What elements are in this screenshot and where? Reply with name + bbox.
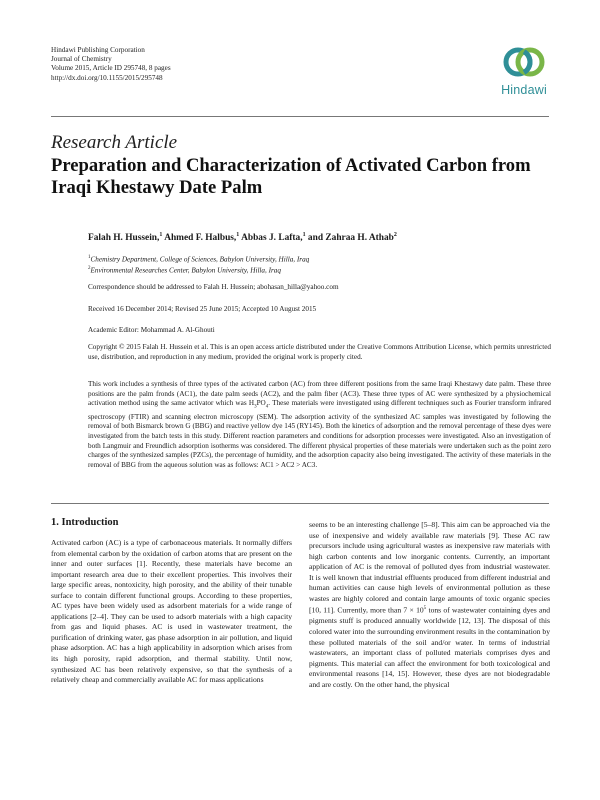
abstract-text: This work includes a synthesis of three types of the activated carbon (AC) from three different positions from the same Iraqi Khestawy date palm. These three positions are the palm fronds (AC1), the date palm seeds (AC2), and the palm fiber (AC3). These three types of AC were synthesized by a physiochemical activation method using the same activator which was H bbox=[88, 380, 551, 408]
abstract-subscript: 4 bbox=[265, 404, 269, 410]
hindawi-logo bbox=[494, 40, 554, 104]
body-column-left bbox=[51, 538, 292, 686]
received-dates: Received 16 December 2014; Revised 25 June 2015; Accepted 10 August 2015 bbox=[88, 305, 317, 313]
author-name: Ahmed F. Halbus, bbox=[164, 233, 237, 244]
paragraph: tons of wastewater containing dyes and pigments stuff is produced annually worldwide [12, 13]. The disposal of this colored water into the surrounding environment results in the contamination by these polluted materials of the soil and/or water. In terms of industrial wastewaters, an important class of polluted materials comprises dyes and pigments. This material can affect the environment for both toxicological and environmental reasons [14, 15]. However, these dyes are not biodegradable and are costly. On the other hand, the physical bbox=[309, 605, 550, 689]
body-column-right bbox=[309, 520, 550, 690]
hindawi-rings-icon bbox=[501, 40, 547, 84]
affiliations bbox=[88, 253, 309, 276]
abstract bbox=[88, 380, 551, 471]
abstract-text: . These materials were investigated using different techniques such as Fourier transform infrared spectroscopy (FTIR) and scanning electron microscopy (SEM). The adsorption activity of the synthesized AC samples was investigated by following the removal of both Bismarck brown G (BBG) and reactive yellow dye 145 (RY145). Both the kinetics of adsorption and the removal percentage of these dyes were investigated from the batch tests in this study. Different reaction parameters and conditions for adsorption processes were investigated. Also an investigation of both Langmuir and Freundlich adsorption isotherms was considered. The different physical properties of these materials were undertaken such as the point zero charges of the synthesized samples (PZCs), the percentage of humidity, and the adsorption capacity also being investigated. The activity of these materials in the removal of BBG from the aqueous solution was as follows: AC1 > AC2 > AC3. bbox=[88, 399, 551, 470]
article-type: Research Article bbox=[51, 132, 178, 153]
volume-info: Volume 2015, Article ID 295748, 8 pages bbox=[51, 64, 171, 73]
author-name: Abbas J. Lafta, bbox=[241, 233, 303, 244]
abstract-subscript: 3 bbox=[254, 404, 257, 410]
paragraph: Activated carbon (AC) is a type of carbonaceous materials. It normally differs from elemental carbon by the oxidation of carbon atoms that are present on the inner and outer surfaces [1]. Recently, these materials have become an important research area due to their excellent properties. This involves their large specific areas, nontoxicity, high porosity, and the ability of their tunable surface to contain different functional groups. According to these properties, AC types have been widely used as adsorbent materials for a wide range of applications [2–4]. They can be used to adsorb materials with a high capacity from gas and liquid phases. AC is used in wastewater treatment, the purification of drinking water, gas phase adsorption in air pollution, and liquid phase adsorption. AC has a high applicability in adsorption which arises from its high porosity, rapid adsorption, and thermal stability. Until now, synthesized AC has been relatively expensive, so that the synthesis of a relatively cheap and commercially available AC for mass applications bbox=[51, 538, 292, 685]
affiliation-item bbox=[88, 264, 309, 275]
affiliation-item bbox=[88, 253, 309, 264]
author-list bbox=[88, 232, 397, 243]
copyright-notice: Copyright © 2015 Falah H. Hussein et al. This is an open access article distributed under the Creative Commons Attribution License, which permits unrestricted use, distribution, and reproduction in any medium, provided the original work is properly cited. bbox=[88, 343, 551, 361]
author-affiliation-mark: 1 bbox=[302, 232, 306, 238]
abstract-rule bbox=[51, 503, 549, 504]
paragraph: seems to be an interesting challenge [5–8]. This aim can be approached via the use of inexpensive and widely available raw materials [9]. These AC raw precursors include using agricultural wastes as inexpensive raw materials with high carbon contents and low inorganic contents. Currently, an important application of AC is the removal of polluted dyes from industrial wastewater. It is well known that industrial effluents produced from different industrial and human activities can cause high levels of environmental pollution as these wastes are highly colored and contain large amounts of toxic organic species [10, 11]. Currently, more than 7 × 10 bbox=[309, 520, 550, 615]
doi-link[interactable]: http://dx.doi.org/10.1155/2015/295748 bbox=[51, 73, 163, 82]
superscript: 5 bbox=[423, 606, 427, 612]
section-heading: 1. Introduction bbox=[51, 517, 119, 528]
academic-editor: Academic Editor: Mohammad A. Al-Ghouti bbox=[88, 326, 215, 334]
author-affiliation-mark: 1 bbox=[236, 232, 240, 238]
author-name: Falah H. Hussein, bbox=[88, 233, 160, 244]
publisher-name: Hindawi Publishing Corporation bbox=[51, 46, 145, 54]
affiliation-number: 1 bbox=[88, 255, 91, 260]
affiliation-number: 2 bbox=[88, 266, 91, 272]
article-title: Preparation and Characterization of Activated Carbon from Iraqi Khestawy Date Palm bbox=[51, 155, 531, 198]
abstract-text: PO bbox=[256, 399, 266, 408]
correspondence: Correspondence should be addressed to Falah H. Hussein; abohasan_hilla@yahoo.com bbox=[88, 283, 339, 291]
logo-text: Hindawi bbox=[501, 83, 547, 97]
author-affiliation-mark: 1 bbox=[159, 232, 163, 238]
author-name: and Zahraa H. Athab bbox=[307, 233, 394, 244]
affiliation-text: Chemistry Department, College of Sciences, Babylon University, Hilla, Iraq bbox=[90, 255, 310, 264]
affiliation-text: Environmental Researches Center, Babylon University, Hilla, Iraq bbox=[90, 266, 281, 275]
publication-info bbox=[51, 46, 171, 83]
header-rule bbox=[51, 116, 549, 117]
author-affiliation-mark: 2 bbox=[393, 232, 397, 238]
journal-name: Journal of Chemistry bbox=[51, 55, 112, 64]
